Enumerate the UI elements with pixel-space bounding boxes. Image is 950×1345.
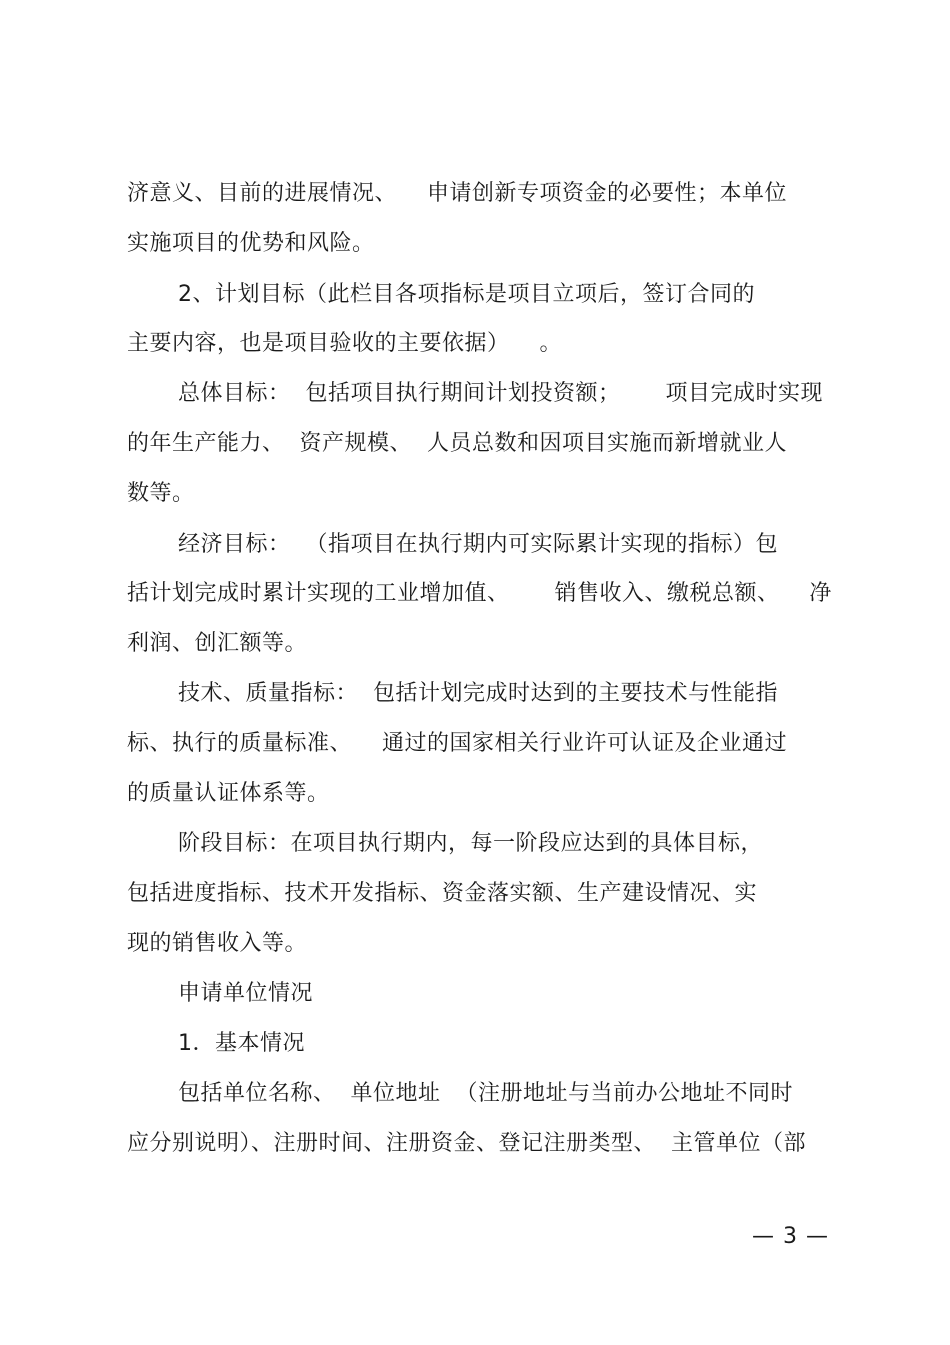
- text-line-8: 经济目标： （指项目在执行期内可实际累计实现的指标）包: [178, 532, 778, 557]
- text-line-4: 主要内容，也是项目验收的主要依据） 。: [127, 331, 562, 356]
- text-line-18: 1．基本情况: [178, 1031, 305, 1056]
- text-line-17: 申请单位情况: [178, 981, 314, 1006]
- text-line-7: 数等。: [127, 481, 195, 506]
- text-line-12: 标、执行的质量标准、 通过的国家相关行业许可认证及企业通过: [127, 731, 787, 756]
- text-line-20: 应分别说明）、注册时间、注册资金、登记注册类型、 主管单位（部: [127, 1131, 806, 1156]
- text-line-3: 2、计划目标（此栏目各项指标是项目立项后，签订合同的: [178, 282, 755, 307]
- text-line-11: 技术、质量指标： 包括计划完成时达到的主要技术与性能指: [178, 681, 778, 706]
- text-line-9: 括计划完成时累计实现的工业增加值、 销售收入、缴税总额、 净: [127, 581, 832, 606]
- text-line-15: 包括进度指标、技术开发指标、资金落实额、生产建设情况、实: [127, 881, 758, 906]
- page-number: — 3 —: [752, 1224, 829, 1249]
- text-line-13: 的质量认证体系等。: [127, 781, 330, 806]
- text-line-10: 利润、创汇额等。: [127, 631, 308, 656]
- text-line-1: 济意义、目前的进展情况、 申请创新专项资金的必要性；本单位: [127, 181, 787, 206]
- text-line-6: 的年生产能力、 资产规模、 人员总数和因项目实施而新增就业人: [127, 431, 787, 456]
- text-line-2: 实施项目的优势和风险。: [127, 231, 375, 256]
- text-line-5: 总体目标： 包括项目执行期间计划投资额； 项目完成时实现: [178, 381, 823, 406]
- text-line-19: 包括单位名称、 单位地址 （注册地址与当前办公地址不同时: [178, 1081, 793, 1106]
- text-line-16: 现的销售收入等。: [127, 931, 308, 956]
- text-line-14: 阶段目标：在项目执行期内，每一阶段应达到的具体目标，: [178, 831, 764, 856]
